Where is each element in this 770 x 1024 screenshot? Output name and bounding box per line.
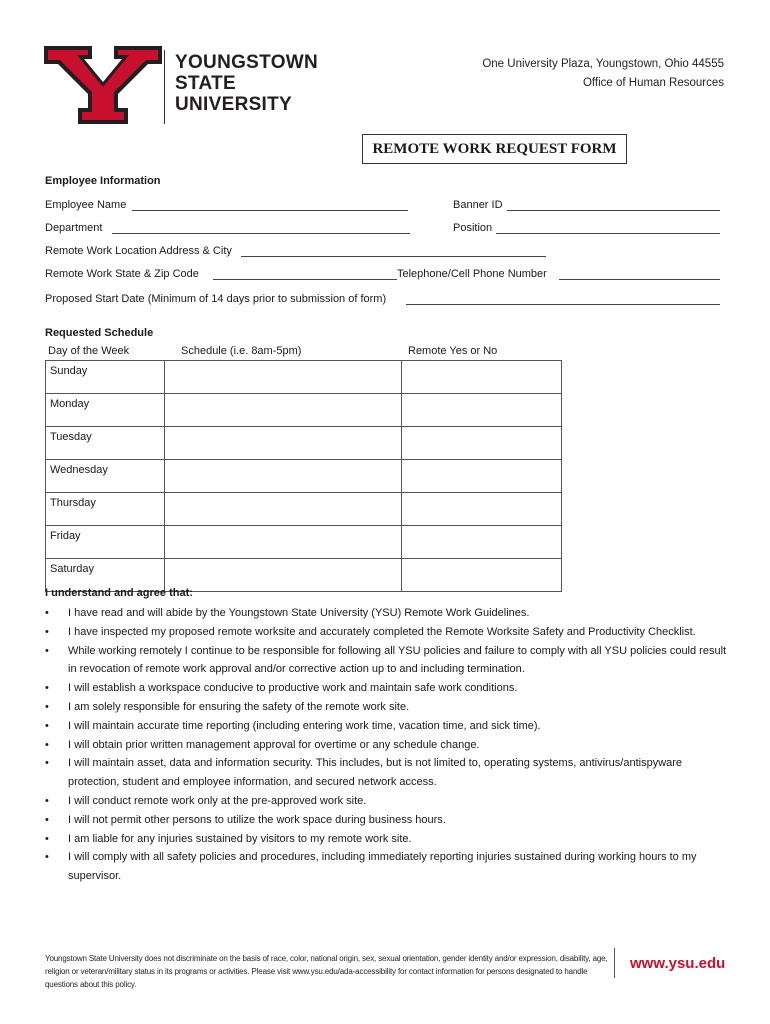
form-title: REMOTE WORK REQUEST FORM <box>362 134 627 164</box>
remote-cell[interactable] <box>402 559 562 592</box>
remote-cell[interactable] <box>402 493 562 526</box>
employee-name-label: Employee Name <box>45 199 127 211</box>
list-item: • I will obtain prior written management approval for overtime or any schedule change. <box>45 736 735 755</box>
phone-field[interactable] <box>559 279 720 280</box>
list-item: • I will comply with all safety policies and procedures, including immediately reporting injuries sustained during working hours to my supervisor. <box>45 848 735 886</box>
table-row <box>46 361 562 394</box>
state-zip-label: Remote Work State & Zip Code <box>45 268 199 280</box>
schedule-cell[interactable] <box>165 559 402 592</box>
list-item: • I will establish a workspace conducive to productive work and maintain safe work conditions. <box>45 679 735 698</box>
schedule-heading: Requested Schedule <box>45 327 154 339</box>
table-row <box>46 493 562 526</box>
day-cell: Wednesday <box>46 460 165 493</box>
col-schedule-header: Schedule (i.e. 8am-5pm) <box>181 345 302 357</box>
university-wordmark <box>175 52 318 115</box>
department-label: Department <box>45 222 103 234</box>
table-row <box>46 526 562 559</box>
logo-divider <box>164 50 165 124</box>
banner-id-field[interactable] <box>507 210 720 211</box>
list-item: • I am liable for any injuries sustained by visitors to my remote work site. <box>45 830 735 849</box>
banner-id-label: Banner ID <box>453 199 503 211</box>
day-cell: Thursday <box>46 493 165 526</box>
phone-label: Telephone/Cell Phone Number <box>397 268 547 280</box>
department-field[interactable] <box>112 233 410 234</box>
remote-cell[interactable] <box>402 460 562 493</box>
website-link[interactable]: www.ysu.edu <box>630 955 726 972</box>
schedule-cell[interactable] <box>165 460 402 493</box>
remote-cell[interactable] <box>402 526 562 559</box>
wordmark-line-2: STATE <box>175 73 236 94</box>
address-block <box>482 55 724 93</box>
start-date-field[interactable] <box>406 304 720 305</box>
day-cell: Sunday <box>46 361 165 394</box>
col-remote-header: Remote Yes or No <box>408 345 498 357</box>
list-item: • I will conduct remote work only at the pre-approved work site. <box>45 792 735 811</box>
day-cell: Tuesday <box>46 427 165 460</box>
start-date-label: Proposed Start Date (Minimum of 14 days prior to submission of form) <box>45 293 387 305</box>
employee-info-heading: Employee Information <box>45 175 161 187</box>
position-label: Position <box>453 222 493 234</box>
list-item: • I will not permit other persons to utilize the work space during business hours. <box>45 811 735 830</box>
schedule-cell[interactable] <box>165 493 402 526</box>
list-item: • I will maintain asset, data and information security. This includes, but is not limited to, operating systems, antivirus/antispyware protection, student and employee information, and secured network access. <box>45 754 735 792</box>
schedule-cell[interactable] <box>165 361 402 394</box>
employee-name-field[interactable] <box>132 210 408 211</box>
table-row <box>46 427 562 460</box>
wordmark-line-3: UNIVERSITY <box>175 94 293 115</box>
agreement-heading: I understand and agree that: <box>45 587 193 599</box>
schedule-table <box>45 360 562 592</box>
list-item: • While working remotely I continue to be responsible for following all YSU policies and failure to comply with all YSU policies could result in revocation of remote work approval and/or corrective action up to and including termination. <box>45 642 735 680</box>
day-cell: Saturday <box>46 559 165 592</box>
remote-cell[interactable] <box>402 361 562 394</box>
footer-divider <box>614 948 615 978</box>
agreement-list <box>45 604 735 886</box>
col-day-header: Day of the Week <box>48 345 130 357</box>
remote-cell[interactable] <box>402 394 562 427</box>
schedule-cell[interactable] <box>165 427 402 460</box>
list-item: • I have read and will abide by the Youngstown State University (YSU) Remote Work Guidelines. <box>45 604 735 623</box>
nondiscrimination-statement: Youngstown State University does not discriminate on the basis of race, color, national origin, sex, sexual orientation, gender identity and/or expression, disability, age, religion or veteran/military status in its programs or activities. Please visit www.ysu.edu/ada-accessibility for contact information for persons designated to handle questions about this policy. <box>45 954 608 989</box>
office-line: Office of Human Resources <box>582 77 724 89</box>
day-cell: Monday <box>46 394 165 427</box>
schedule-cell[interactable] <box>165 394 402 427</box>
wordmark-line-1: YOUNGSTOWN <box>175 52 319 73</box>
address-line: One University Plaza, Youngstown, Ohio 44555 <box>482 58 724 70</box>
schedule-cell[interactable] <box>165 526 402 559</box>
list-item: • I will maintain accurate time reporting (including entering work time, vacation time, and sick time). <box>45 717 735 736</box>
state-zip-field[interactable] <box>213 279 397 280</box>
location-label: Remote Work Location Address & City <box>45 245 232 257</box>
table-row <box>46 460 562 493</box>
day-cell: Friday <box>46 526 165 559</box>
list-item: • I have inspected my proposed remote worksite and accurately completed the Remote Worksite Safety and Productivity Checklist. <box>45 623 735 642</box>
table-row <box>46 394 562 427</box>
remote-cell[interactable] <box>402 427 562 460</box>
location-field[interactable] <box>241 256 546 257</box>
ysu-logo-icon <box>44 46 162 124</box>
position-field[interactable] <box>496 233 720 234</box>
list-item: • I am solely responsible for ensuring the safety of the remote work site. <box>45 698 735 717</box>
